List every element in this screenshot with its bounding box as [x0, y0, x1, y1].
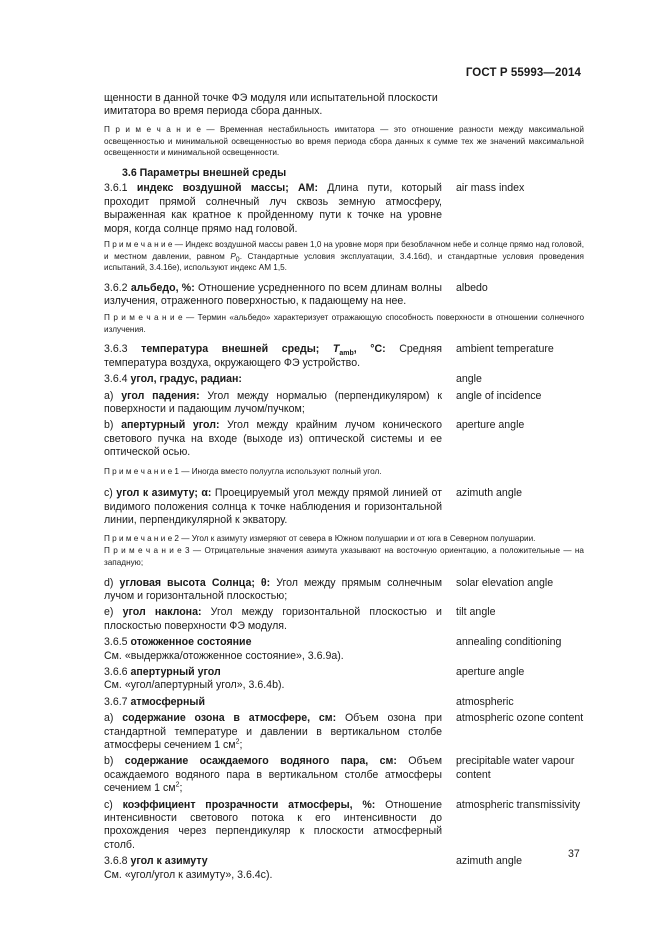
- term-english: albedo: [456, 282, 488, 295]
- term-english: aperture angle: [456, 419, 525, 432]
- note-label: П р и м е ч а н и е 3: [104, 546, 190, 556]
- term-3-6-4-a: a) угол падения: Угол между нормалью (перпендикуляром) к поверхности и падающим лучом/пучком; angle of incidence: [104, 390, 584, 417]
- term-3-6-8: 3.6.8 угол к азимуту См. «угол/угол к азимуту», 3.6.4c). azimuth angle: [104, 855, 584, 882]
- document-code: ГОСТ Р 55993—2014: [465, 67, 581, 79]
- page-number: 37: [568, 848, 580, 860]
- note-3-6-4-2: П р и м е ч а н и е 2 — Угол к азимуту измеряют от севера в Южном полушарии и от юга в Северном полушарии.: [104, 534, 536, 544]
- section-heading: 3.6 Параметры внешней среды: [122, 166, 287, 179]
- term-3-6-4-d: d) угловая высота Солнца; θ: Угол между прямым солнечным лучом и горизонтальной плоскостью; solar elevation angle: [104, 577, 584, 604]
- note-label: П р и м е ч а н и е: [104, 312, 183, 322]
- term-3-6-7-c: c) коэффициент прозрачности атмосферы, %: Отношение интенсивности светового потока к его интенсивности до прохождения через перпендикуляр к плоскости атмосферный столб. atmospheric transmissivity: [104, 799, 584, 853]
- term-3-6-1: [104, 182, 584, 236]
- term-3-6-4-c: c) угол к азимуту; α: Проецируемый угол между прямой линией от видимого положения солнца к точке наблюдения и горизонтальной линии, перпендикулярной к экватору. azimuth angle: [104, 487, 584, 527]
- term-number: 3.6.2: [104, 282, 131, 295]
- term-3-6-4: [104, 373, 584, 386]
- term-definition: Средняя температура воздуха, окружающего ФЭ устройство.: [104, 343, 442, 369]
- term-3-6-7-b: b) содержание осаждаемого водяного пара, см: Объем осаждаемого водяного пара в вертикальном столбе атмосферы сечением 1 $см^2$; precipitable water vapour content: [104, 755, 584, 795]
- term-3-6-4-e: e) угол наклона: Угол между горизонтальной плоскостью и плоскостью поверхности ФЭ модуля. tilt angle: [104, 606, 584, 633]
- term-english: azimuth angle: [456, 855, 522, 868]
- note-3-6-2: П р и м е ч а н и е — Термин «альбедо» характеризует отражающую способность поверхности в отношении солнечного излучения.: [104, 312, 584, 334]
- page-content: [104, 92, 584, 885]
- term-3-6-6: 3.6.6 апертурный угол См. «угол/апертурный угол», 3.6.4b). aperture angle: [104, 666, 584, 693]
- term-title: угол, градус, радиан:: [130, 373, 242, 386]
- term-number: 3.6.3: [104, 343, 142, 356]
- intro-continuation: щенности в данной точке ФЭ модуля или испытательной плоскости имитатора во время периода сбора данных.: [104, 92, 438, 118]
- note-label: П р и м е ч а н и е 1: [104, 466, 179, 476]
- term-english: atmospheric ozone content: [456, 712, 584, 725]
- term-3-6-5: 3.6.5 отожженное состояние См. «выдержка/отожженное состояние», 3.6.9a). annealing conditioning: [104, 636, 584, 663]
- term-number: 3.6.4: [104, 373, 131, 386]
- term-definition: Отношение усредненного по всем длинам волны излучения, отраженного поверхностью, к падающему на нее.: [104, 282, 442, 308]
- term-3-6-2: [104, 282, 584, 309]
- note-3-6-4-3: П р и м е ч а н и е 3 — Отрицательные значения азимута указывают на восточную ориентацию, а положительные — на западную;: [104, 546, 584, 567]
- term-number: 3.6.1: [104, 182, 137, 195]
- term-title: альбедо, %:: [130, 282, 195, 295]
- note-label: П р и м е ч а н и е: [104, 124, 201, 134]
- note-label: П р и м е ч а н и е 2: [104, 534, 179, 544]
- term-title: индекс воздушной массы; AM:: [136, 182, 319, 195]
- term-english: angle of incidence: [456, 389, 542, 402]
- term-english: annealing conditioning: [456, 636, 562, 649]
- term-definition: Длина пути, который проходит прямой солнечный луч сквозь земную атмосферу, выраженная как кратное к пройденному пути к точке на уровне моря, когда солнце прямо над головой.: [104, 182, 442, 235]
- intro-note: [104, 124, 584, 159]
- term-english: ambient temperature: [456, 343, 554, 356]
- term-english: air mass index: [456, 182, 525, 195]
- term-english: tilt angle: [456, 606, 496, 619]
- term-3-6-7-a: a) содержание озона в атмосфере, см: Объем озона при стандартной температуре и давлении в вертикальном столбе атмосферы сечением 1 $см^2$; atmospheric ozone content: [104, 712, 584, 752]
- term-english: atmospheric transmissivity: [456, 798, 581, 811]
- cross-reference: См. «угол/апертурный угол», 3.6.4b).: [104, 679, 285, 692]
- term-english: solar elevation angle: [456, 576, 554, 589]
- note-text: — Временная нестабильность имитатора — это отношение разности между максимальной освещенностью и минимальной освещенностью во время периода сбора данных к сумме тех же значений максимальной освещенности и минимальной освещенности.: [104, 124, 584, 158]
- term-english: aperture angle: [456, 666, 525, 678]
- term-3-6-3: [104, 343, 584, 370]
- note-3-6-1: П р и м е ч а н и е — Индекс воздушной массы равен 1,0 на уровне моря при безоблачном небе и солнце прямо над головой, и местном давлении, равном $P_0$. Стандартные условия эксплуатации, 3.4.16d), и стандартные условия проведения испытаний, 3.4.16e), используют индекс AM 1,5.: [104, 239, 584, 273]
- term-english: azimuth angle: [456, 487, 522, 500]
- cross-reference: См. «выдержка/отожженное состояние», 3.6.9a).: [104, 649, 344, 662]
- term-3-6-7: 3.6.7 атмосферный atmospheric: [104, 696, 584, 709]
- term-english: angle: [456, 373, 482, 386]
- term-english: precipitable water vapour content: [456, 755, 575, 781]
- note-3-6-4-1: П р и м е ч а н и е 1 — Иногда вместо полуугла используют полный угол.: [104, 466, 382, 476]
- term-title: температура внешней среды; $T_{amb}$, °С:: [141, 343, 386, 358]
- term-3-6-4-b: b) апертурный угол: Угол между крайним лучом конического светового пучка на входе (выходе из) оптической системы и ее оптической осью. aperture angle: [104, 419, 584, 459]
- term-english: atmospheric: [456, 695, 514, 708]
- note-label: П р и м е ч а н и е: [104, 239, 173, 249]
- cross-reference: См. «угол/угол к азимуту», 3.6.4c).: [104, 868, 273, 881]
